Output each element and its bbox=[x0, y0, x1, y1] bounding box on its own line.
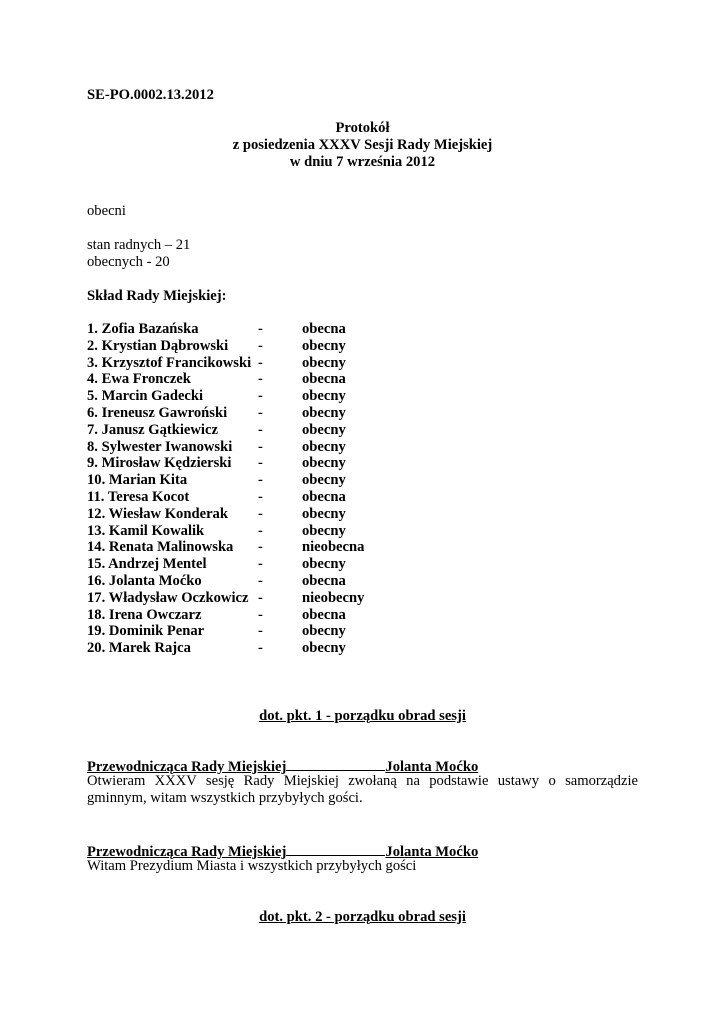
title-line-3: w dniu 7 września 2012 bbox=[289, 154, 436, 170]
member-dash: - bbox=[258, 488, 263, 505]
title-line-1: Protokół bbox=[335, 120, 390, 136]
member-status: obecna bbox=[302, 572, 346, 589]
document-title bbox=[87, 120, 638, 171]
document-reference: SE-PO.0002.13.2012 bbox=[87, 87, 214, 103]
member-name: 7. Janusz Gątkiewicz bbox=[87, 421, 218, 438]
member-name: 14. Renata Malinowska bbox=[87, 539, 234, 556]
member-name: 6. Ireneusz Gawroński bbox=[87, 404, 228, 421]
speaker-role: Przewodnicząca Rady Miejskiej bbox=[87, 844, 287, 860]
member-dash: - bbox=[258, 354, 263, 371]
speaker-role: Przewodnicząca Rady Miejskiej bbox=[87, 759, 287, 775]
member-dash: - bbox=[258, 589, 263, 606]
section-heading-2 bbox=[87, 909, 638, 926]
member-name: 15. Andrzej Mentel bbox=[87, 556, 207, 573]
member-status: obecny bbox=[302, 354, 346, 371]
member-name: 18. Irena Owczarz bbox=[87, 606, 202, 623]
document-page bbox=[87, 0, 638, 1024]
member-status: obecny bbox=[302, 505, 346, 522]
member-status: obecny bbox=[302, 388, 346, 405]
member-dash: - bbox=[258, 455, 263, 472]
member-status: obecna bbox=[302, 606, 346, 623]
member-name: 1. Zofia Bazańska bbox=[87, 321, 199, 337]
member-status: obecny bbox=[302, 337, 346, 354]
speaker-underline-gap bbox=[286, 841, 385, 856]
title-line-2: z posiedzenia XXXV Sesji Rady Miejskiej bbox=[232, 137, 493, 153]
member-dash: - bbox=[258, 606, 263, 623]
speaker-underline-gap bbox=[286, 756, 385, 771]
member-dash: - bbox=[258, 421, 263, 438]
member-dash: - bbox=[258, 388, 263, 405]
speech-text-1: Otwieram XXXV sesję Rady Miejskiej zwołaną na podstawie ustawy o samorządzie gminnym, witam wszystkich przybyłych gości. bbox=[87, 773, 638, 806]
attendance-stats bbox=[87, 237, 190, 271]
member-dash: - bbox=[258, 337, 263, 354]
member-status: obecny bbox=[302, 640, 346, 657]
present-label: obecni bbox=[87, 203, 126, 219]
member-dash: - bbox=[258, 640, 263, 657]
member-name: 20. Marek Rajca bbox=[87, 640, 191, 657]
member-name: 5. Marcin Gadecki bbox=[87, 388, 204, 405]
member-status: nieobecny bbox=[302, 589, 365, 606]
stat-total: stan radnych – 21 bbox=[87, 237, 191, 253]
member-name: 17. Władysław Oczkowicz bbox=[87, 589, 249, 606]
member-status: obecny bbox=[302, 404, 346, 421]
member-dash: - bbox=[258, 371, 263, 388]
member-dash: - bbox=[258, 321, 263, 337]
speaker-name: Jolanta Moćko bbox=[385, 844, 479, 860]
member-status: nieobecna bbox=[302, 539, 365, 556]
member-status: obecny bbox=[302, 522, 346, 539]
member-dash: - bbox=[258, 505, 263, 522]
member-status: obecny bbox=[302, 455, 346, 472]
member-dash: - bbox=[258, 438, 263, 455]
member-dash: - bbox=[258, 472, 263, 489]
composition-heading: Skład Rady Miejskiej: bbox=[87, 288, 227, 304]
member-status: obecny bbox=[302, 556, 346, 573]
member-name: 11. Teresa Kocot bbox=[87, 488, 190, 505]
member-name: 10. Marian Kita bbox=[87, 472, 188, 489]
member-status: obecna bbox=[302, 488, 346, 505]
speaker-name: Jolanta Moćko bbox=[385, 759, 479, 775]
member-name: 13. Kamil Kowalik bbox=[87, 522, 205, 539]
member-name: 9. Mirosław Kędzierski bbox=[87, 455, 232, 472]
member-status: obecna bbox=[302, 321, 346, 337]
section-heading-2-text: dot. pkt. 2 - porządku obrad sesji bbox=[259, 909, 466, 925]
member-status: obecny bbox=[302, 421, 346, 438]
section-heading-1-text: dot. pkt. 1 - porządku obrad sesji bbox=[259, 708, 466, 724]
member-dash: - bbox=[258, 623, 263, 640]
member-name: 2. Krystian Dąbrowski bbox=[87, 337, 229, 354]
member-dash: - bbox=[258, 556, 263, 573]
member-name: 8. Sylwester Iwanowski bbox=[87, 438, 233, 455]
member-status: obecna bbox=[302, 371, 346, 388]
member-name: 12. Wiesław Konderak bbox=[87, 505, 228, 522]
member-dash: - bbox=[258, 572, 263, 589]
member-dash: - bbox=[258, 404, 263, 421]
member-status: obecny bbox=[302, 472, 346, 489]
member-dash: - bbox=[258, 522, 263, 539]
member-status: obecny bbox=[302, 623, 346, 640]
member-dash: - bbox=[258, 539, 263, 556]
section-heading-1 bbox=[87, 708, 638, 725]
speech-text-2: Witam Prezydium Miasta i wszystkich przybyłych gości bbox=[87, 858, 417, 874]
stat-present: obecnych - 20 bbox=[87, 254, 170, 270]
member-status: obecny bbox=[302, 438, 346, 455]
member-name: 16. Jolanta Moćko bbox=[87, 572, 202, 589]
member-name: 19. Dominik Penar bbox=[87, 623, 205, 640]
member-name: 3. Krzysztof Francikowski bbox=[87, 354, 252, 371]
member-name: 4. Ewa Fronczek bbox=[87, 371, 191, 388]
